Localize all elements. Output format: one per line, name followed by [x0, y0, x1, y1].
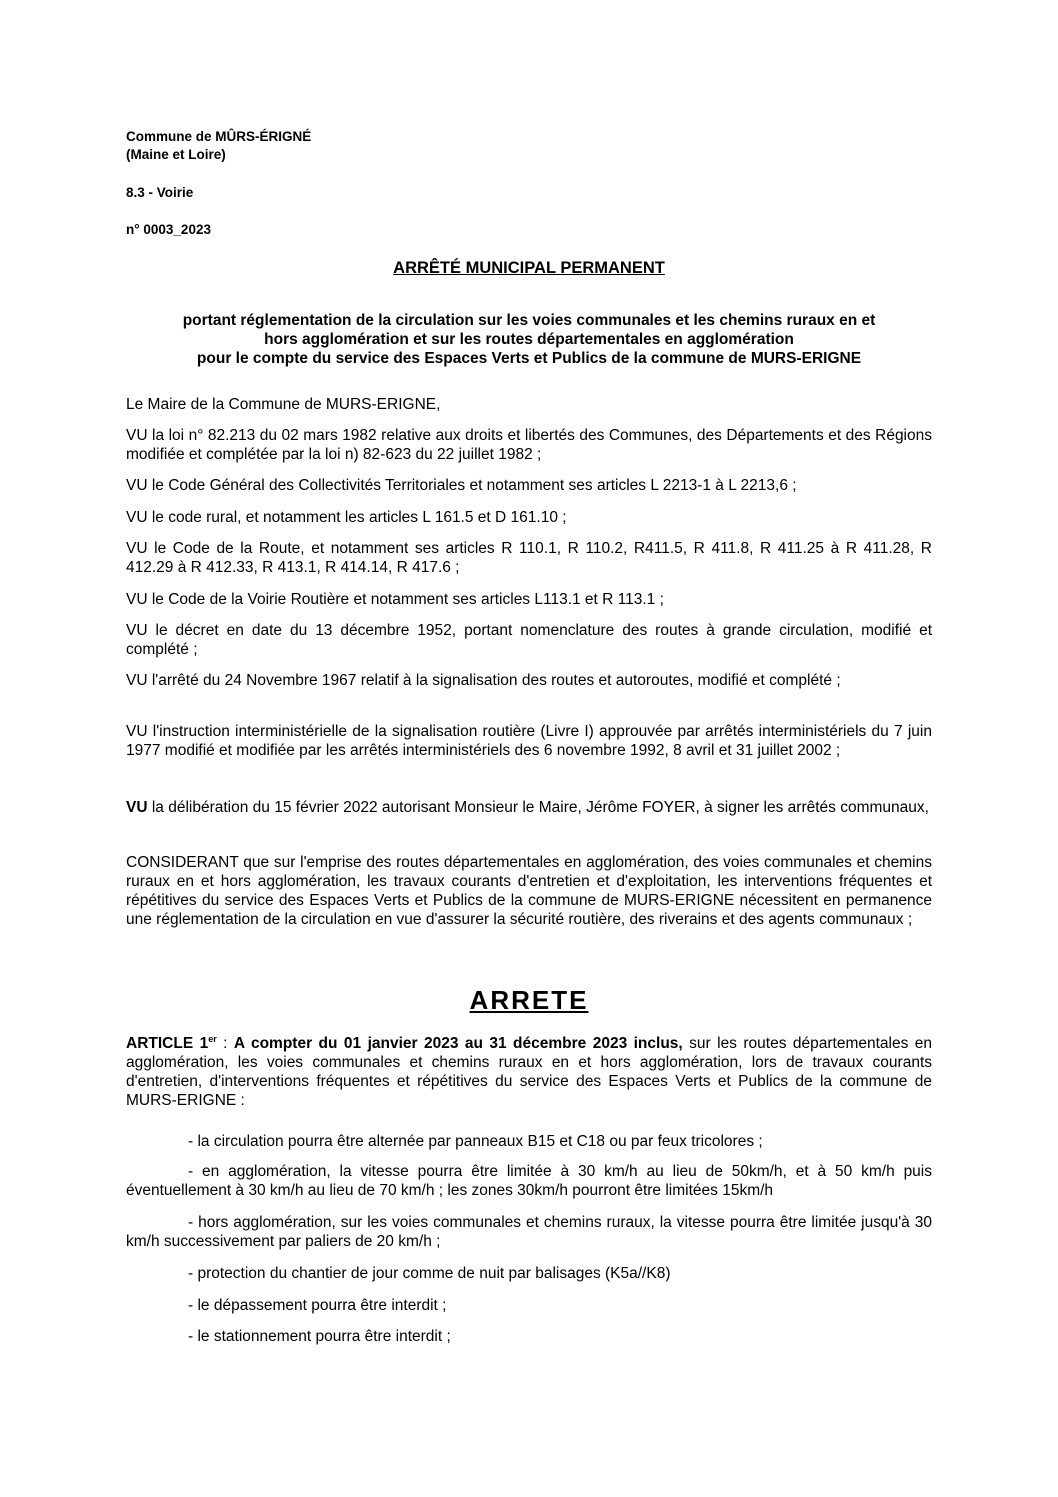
preamble-considerant: CONSIDERANT que sur l'emprise des routes départementales en agglomération, des voies communales et chemins ruraux en et hors agglomération, les travaux courants d'entretien et d'exploitation, les interventions fréquentes et répétitives du service des Espaces Verts et Publics de la commune de MURS-ERIGNE nécessitent en permanence une réglementation de la circulation en vue d'assurer la sécurité routière, des riverains et des agents communaux ;: [126, 854, 932, 928]
preamble-vu-1: VU la loi n° 82.213 du 02 mars 1982 relative aux droits et libertés des Communes, des Départements et des Régions modifiée et complétée par la loi n) 82-623 du 22 juillet 1982 ;: [126, 427, 932, 463]
subtitle-line-2: hors agglomération et sur les routes départementales en agglomération: [264, 331, 794, 348]
arrete-heading: ARRETE: [469, 985, 589, 1015]
article-1-item: - en agglomération, la vitesse pourra être limitée à 30 km/h au lieu de 50km/h, et à 50 km/h puis éventuellement à 30 km/h au lieu de 70 km/h ; les zones 30km/h pourront être limitées 15km/h: [126, 1163, 932, 1199]
header-block: [126, 128, 311, 164]
article-1-sep: :: [216, 1035, 234, 1052]
vu-label: VU: [126, 799, 148, 816]
preamble-vu-2: VU le Code Général des Collectivités Territoriales et notamment ses articles L 2213-1 à L 2213,6 ;: [126, 477, 797, 494]
article-1-sup: er: [208, 1034, 217, 1044]
article-1-dates: A compter du 01 janvier 2023 au 31 décembre 2023 inclus,: [233, 1035, 683, 1052]
commune-name: Commune de MÛRS-ÉRIGNÉ: [126, 129, 312, 144]
decree-number: n° 0003_2023: [126, 222, 211, 237]
category-label: 8.3 - Voirie: [126, 185, 194, 200]
subtitle-line-1: portant réglementation de la circulation sur les voies communales et les chemins ruraux en et: [182, 312, 876, 329]
preamble-vu-9: [126, 796, 932, 820]
article-1-label: ARTICLE 1: [126, 1035, 209, 1052]
article-1-item: - protection du chantier de jour comme de nuit par balisages (K5a//K8): [188, 1265, 671, 1282]
preamble-vu-4: VU le Code de la Route, et notamment ses articles R 110.1, R 110.2, R411.5, R 411.8, R 411.25 à R 411.28, R 412.29 à R 412.33, R 413.1, R 414.14, R 417.6 ;: [126, 540, 932, 576]
department-name: (Maine et Loire): [126, 147, 226, 162]
preamble-intro: Le Maire de la Commune de MURS-ERIGNE,: [126, 396, 441, 413]
article-1-item: - la circulation pourra être alternée par panneaux B15 et C18 ou par feux tricolores ;: [188, 1133, 763, 1150]
vu-9-text: la délibération du 15 février 2022 autorisant Monsieur le Maire, Jérôme FOYER, à signer les arrêtés communaux,: [147, 799, 929, 816]
article-1-item: - le dépassement pourra être interdit ;: [188, 1297, 447, 1314]
article-1-item: - hors agglomération, sur les voies communales et chemins ruraux, la vitesse pourra être limitée jusqu'à 30 km/h successivement par paliers de 20 km/h ;: [126, 1214, 932, 1250]
article-1-text: sur les routes départementales en agglomération, les voies communales et chemins ruraux en et hors agglomération, lors de travaux courants d'entretien, d'interventions fréquentes et répétitives du service des Espaces Verts et Publics de la commune de MURS-ERIGNE :: [126, 1035, 933, 1109]
document-subtitle: [120, 311, 938, 368]
article-1-item: - le stationnement pourra être interdit ;: [188, 1328, 451, 1345]
preamble-vu-3: VU le code rural, et notamment les articles L 161.5 et D 161.10 ;: [126, 509, 567, 526]
document-title: ARRÊTÉ MUNICIPAL PERMANENT: [393, 259, 665, 277]
preamble-vu-7: VU l'arrêté du 24 Novembre 1967 relatif à la signalisation des routes et autoroutes, modifié et complété ;: [126, 672, 841, 689]
preamble-vu-8: VU l'instruction interministérielle de la signalisation routière (Livre I) approuvée par arrêtés interministériels du 7 juin 1977 modifié et modifiée par les arrêtés interministériels des 6 novembre 1992, 8 avril et 31 juillet 2002 ;: [126, 723, 932, 759]
subtitle-line-3: pour le compte du service des Espaces Verts et Publics de la commune de MURS-ERIGNE: [196, 350, 862, 367]
article-1: [126, 1034, 932, 1110]
preamble-vu-5: VU le Code de la Voirie Routière et notamment ses articles L113.1 et R 113.1 ;: [126, 591, 664, 608]
preamble-vu-6: VU le décret en date du 13 décembre 1952, portant nomenclature des routes à grande circulation, modifié et complété ;: [126, 622, 932, 658]
